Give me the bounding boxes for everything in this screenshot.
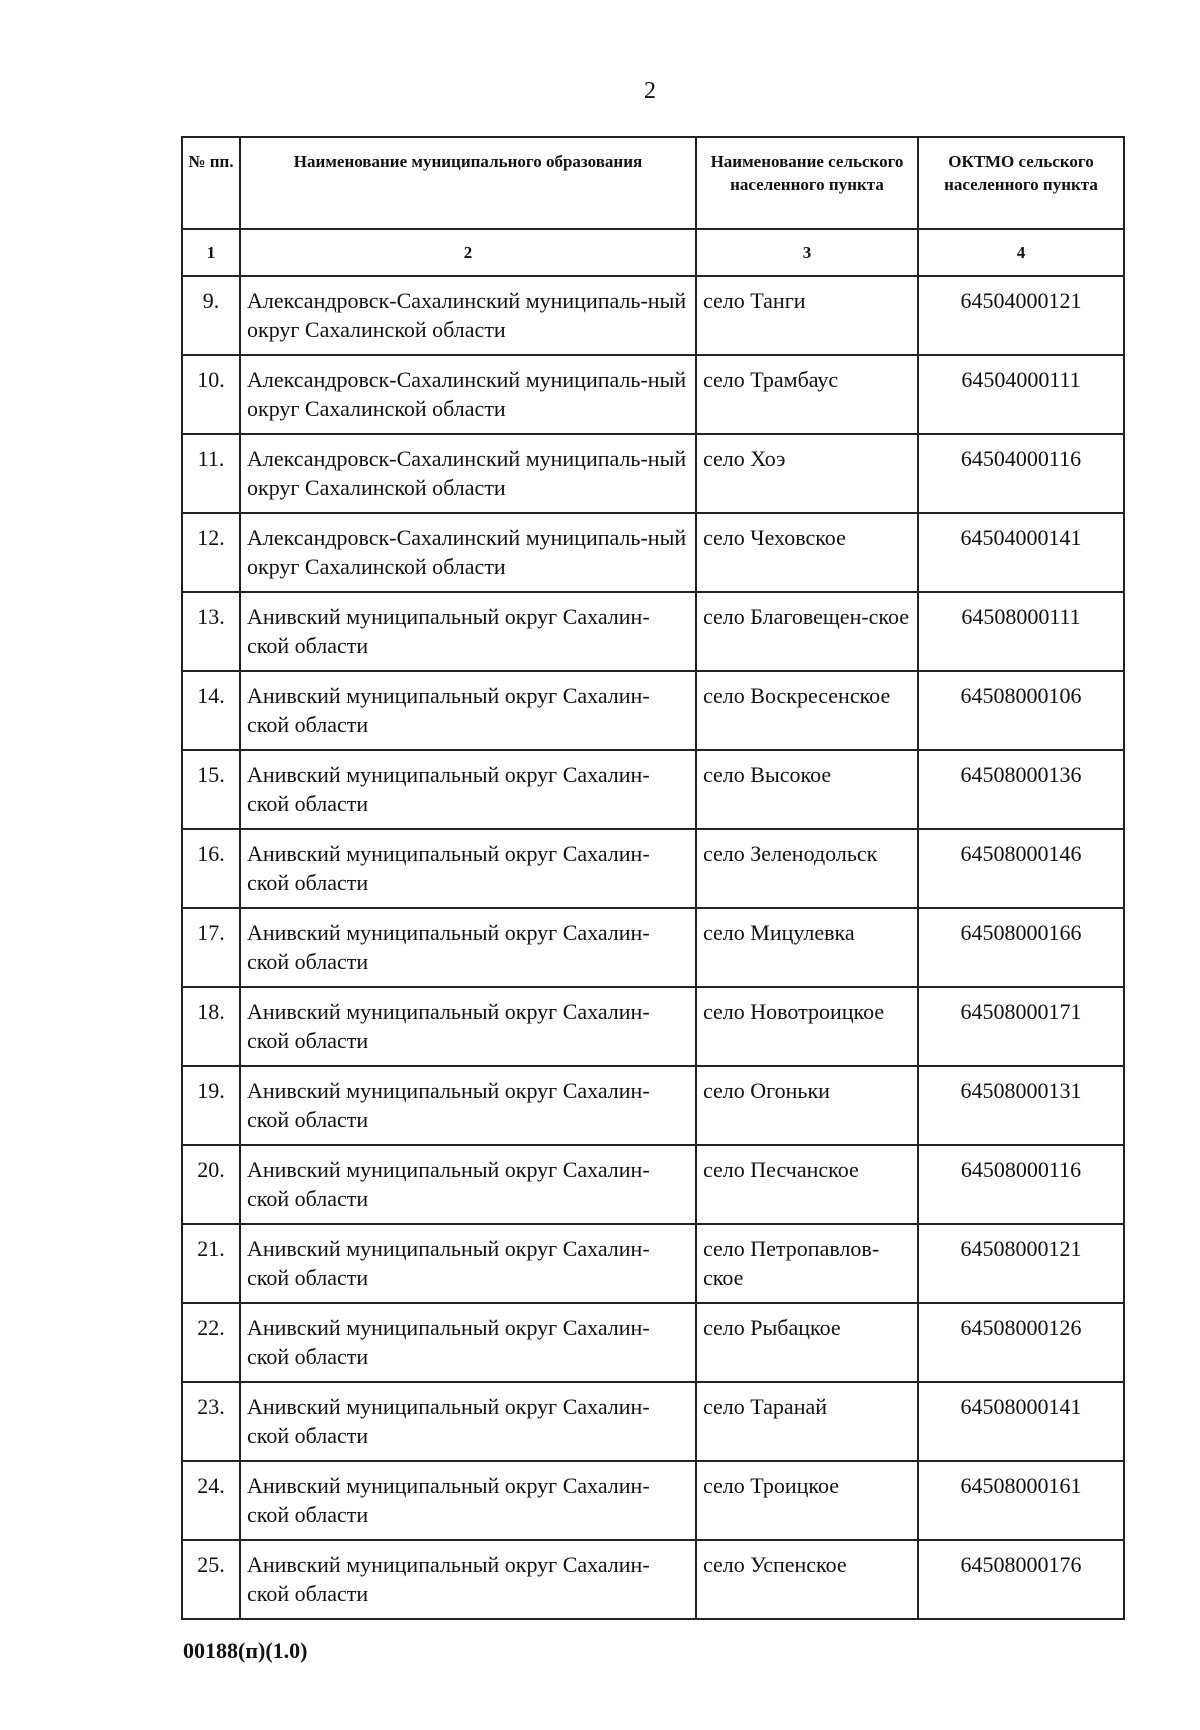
table-row (182, 908, 1124, 987)
oktmo-cell: 64504000121 (918, 276, 1124, 355)
table-row (182, 750, 1124, 829)
table-row (182, 276, 1124, 355)
oktmo-cell: 64508000166 (918, 908, 1124, 987)
table-row (182, 987, 1124, 1066)
column-number: 1 (182, 229, 240, 276)
municipality-cell: Александровск-Сахалинский муниципаль-ный округ Сахалинской области (240, 355, 696, 434)
row-number: 16. (182, 829, 240, 908)
settlement-cell: село Песчанское (696, 1145, 918, 1224)
municipality-cell: Анивский муниципальный округ Сахалин-ской области (240, 987, 696, 1066)
header-municipality: Наименование муниципального образования (240, 137, 696, 229)
municipality-cell: Анивский муниципальный округ Сахалин-ской области (240, 592, 696, 671)
settlement-cell: село Хоэ (696, 434, 918, 513)
settlement-cell: село Огоньки (696, 1066, 918, 1145)
settlement-cell: село Трамбаус (696, 355, 918, 434)
settlement-cell: село Благовещен-ское (696, 592, 918, 671)
municipality-cell: Анивский муниципальный округ Сахалин-ской области (240, 1145, 696, 1224)
oktmo-cell: 64504000111 (918, 355, 1124, 434)
row-number: 18. (182, 987, 240, 1066)
page-number: 2 (644, 78, 656, 104)
table-row (182, 1461, 1124, 1540)
table-row (182, 1303, 1124, 1382)
table-row (182, 1145, 1124, 1224)
table-row (182, 592, 1124, 671)
oktmo-cell: 64508000121 (918, 1224, 1124, 1303)
row-number: 23. (182, 1382, 240, 1461)
row-number: 21. (182, 1224, 240, 1303)
table-row (182, 1382, 1124, 1461)
table-row (182, 513, 1124, 592)
municipality-cell: Анивский муниципальный округ Сахалин-ской области (240, 1303, 696, 1382)
municipality-cell: Анивский муниципальный округ Сахалин-ской области (240, 671, 696, 750)
row-number: 9. (182, 276, 240, 355)
table-row (182, 829, 1124, 908)
table-row (182, 671, 1124, 750)
row-number: 10. (182, 355, 240, 434)
table-row (182, 1066, 1124, 1145)
settlement-cell: село Чеховское (696, 513, 918, 592)
oktmo-cell: 64508000126 (918, 1303, 1124, 1382)
settlement-cell: село Успенское (696, 1540, 918, 1619)
settlement-cell: село Воскресенское (696, 671, 918, 750)
row-number: 12. (182, 513, 240, 592)
row-number: 24. (182, 1461, 240, 1540)
municipality-cell: Анивский муниципальный округ Сахалин-ской области (240, 1224, 696, 1303)
table-row (182, 355, 1124, 434)
settlement-cell: село Троицкое (696, 1461, 918, 1540)
municipality-cell: Анивский муниципальный округ Сахалин-ской области (240, 1540, 696, 1619)
header-oktmo: ОКТМО сельского населенного пункта (918, 137, 1124, 229)
municipality-cell: Александровск-Сахалинский муниципаль-ный округ Сахалинской области (240, 513, 696, 592)
table-row (182, 434, 1124, 513)
municipality-cell: Анивский муниципальный округ Сахалин-ской области (240, 750, 696, 829)
oktmo-cell: 64508000141 (918, 1382, 1124, 1461)
municipality-cell: Александровск-Сахалинский муниципаль-ный округ Сахалинской области (240, 276, 696, 355)
municipality-cell: Анивский муниципальный округ Сахалин-ской области (240, 1066, 696, 1145)
oktmo-cell: 64508000161 (918, 1461, 1124, 1540)
oktmo-cell: 64508000136 (918, 750, 1124, 829)
row-number: 15. (182, 750, 240, 829)
table-header-row (182, 137, 1124, 229)
header-settlement: Наименование сельского населенного пункта (696, 137, 918, 229)
settlement-cell: село Рыбацкое (696, 1303, 918, 1382)
row-number: 11. (182, 434, 240, 513)
column-number: 2 (240, 229, 696, 276)
document-code: 00188(п)(1.0) (183, 1638, 308, 1663)
column-number: 4 (918, 229, 1124, 276)
oktmo-cell: 64508000106 (918, 671, 1124, 750)
municipality-cell: Анивский муниципальный округ Сахалин-ской области (240, 908, 696, 987)
oktmo-cell: 64504000116 (918, 434, 1124, 513)
header-num: № пп. (182, 137, 240, 229)
municipality-cell: Анивский муниципальный округ Сахалин-ской области (240, 829, 696, 908)
row-number: 17. (182, 908, 240, 987)
oktmo-cell: 64508000131 (918, 1066, 1124, 1145)
municipality-cell: Анивский муниципальный округ Сахалин-ской области (240, 1382, 696, 1461)
settlement-cell: село Таранай (696, 1382, 918, 1461)
settlements-table (181, 136, 1125, 1620)
row-number: 20. (182, 1145, 240, 1224)
column-number: 3 (696, 229, 918, 276)
oktmo-cell: 64508000116 (918, 1145, 1124, 1224)
row-number: 22. (182, 1303, 240, 1382)
oktmo-cell: 64508000111 (918, 592, 1124, 671)
row-number: 19. (182, 1066, 240, 1145)
row-number: 13. (182, 592, 240, 671)
row-number: 25. (182, 1540, 240, 1619)
municipality-cell: Александровск-Сахалинский муниципаль-ный округ Сахалинской области (240, 434, 696, 513)
settlement-cell: село Высокое (696, 750, 918, 829)
oktmo-cell: 64504000141 (918, 513, 1124, 592)
settlement-cell: село Зеленодольск (696, 829, 918, 908)
row-number: 14. (182, 671, 240, 750)
oktmo-cell: 64508000146 (918, 829, 1124, 908)
table-row (182, 1540, 1124, 1619)
table-row (182, 1224, 1124, 1303)
settlement-cell: село Петропавлов-ское (696, 1224, 918, 1303)
settlement-cell: село Мицулевка (696, 908, 918, 987)
municipality-cell: Анивский муниципальный округ Сахалин-ской области (240, 1461, 696, 1540)
oktmo-cell: 64508000171 (918, 987, 1124, 1066)
settlement-cell: село Танги (696, 276, 918, 355)
column-numbers-row (182, 229, 1124, 276)
settlement-cell: село Новотроицкое (696, 987, 918, 1066)
oktmo-cell: 64508000176 (918, 1540, 1124, 1619)
table-body (182, 276, 1124, 1619)
